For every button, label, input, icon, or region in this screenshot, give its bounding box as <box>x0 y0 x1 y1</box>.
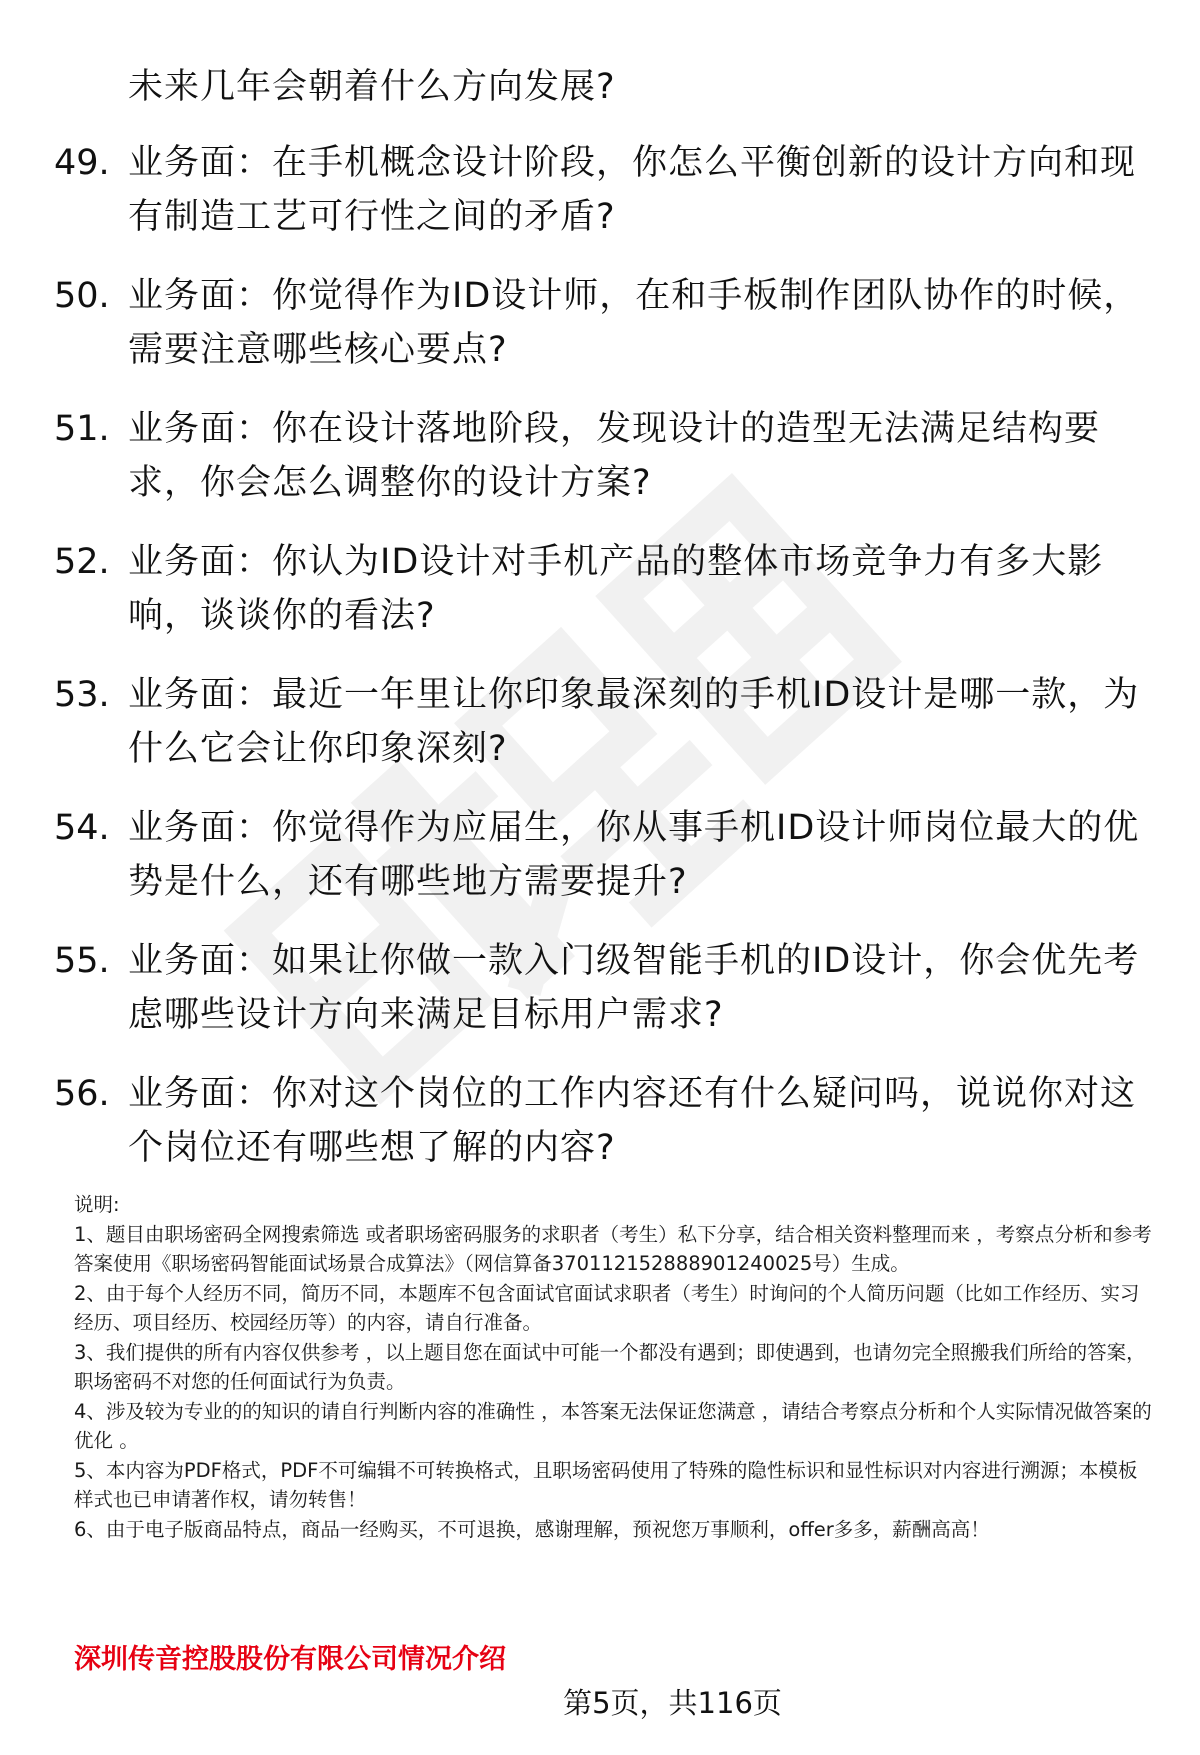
question-text: 业务面：你认为ID设计对手机产品的整体市场竞争力有多大影响，谈谈你的看法? <box>128 542 1104 636</box>
question-item <box>0 801 1200 934</box>
question-text: 业务面：你在设计落地阶段，发现设计的造型无法满足结构要求，你会怎么调整你的设计方案? <box>128 409 1101 503</box>
question-text: 业务面：你觉得作为ID设计师，在和手板制作团队协作的时候，需要注意哪些核心要点? <box>128 276 1140 370</box>
question-number: 55. <box>54 941 110 981</box>
question-number: 54. <box>54 808 110 848</box>
question-item <box>0 668 1200 801</box>
question-item <box>0 1067 1200 1200</box>
note-item: 1、题目由职场密码全网搜索筛选 或者职场密码服务的求职者（考生）私下分享，结合相关资料整理而来 ，考察点分析和参考答案使用《职场密码智能面试场景合成算法》（网信算备370112152888901240025号）生成。 <box>74 1222 1152 1275</box>
question-text: 业务面：最近一年里让你印象最深刻的手机ID设计是哪一款，为什么它会让你印象深刻? <box>128 675 1140 769</box>
question-number: 49. <box>54 143 110 183</box>
note-item: 6、由于电子版商品特点，商品一经购买，不可退换，感谢理解，预祝您万事顺利，offer多多，薪酬高高！ <box>74 1517 990 1541</box>
note-item: 5、本内容为PDF格式，PDF不可编辑不可转换格式，且职场密码使用了特殊的隐性标识和显性标识对内容进行溯源；本模板样式也已申请著作权，请勿转售！ <box>74 1458 1138 1511</box>
question-text: 业务面：你对这个岗位的工作内容还有什么疑问吗，说说你对这个岗位还有哪些想了解的内容? <box>128 1074 1137 1168</box>
question-number: 56. <box>54 1074 110 1114</box>
company-intro-link[interactable]: 深圳传音控股股份有限公司情况介绍 <box>74 1644 506 1675</box>
question-number: 53. <box>54 675 110 715</box>
question-item <box>0 136 1200 269</box>
question-number: 51. <box>54 409 110 449</box>
question-number: 52. <box>54 542 110 582</box>
question-item <box>0 269 1200 402</box>
question-item <box>0 402 1200 535</box>
page-number: 第5页，共116页 <box>563 1686 782 1720</box>
note-item: 2、由于每个人经历不同，简历不同，本题库不包含面试官面试求职者（考生）时询问的个人简历问题（比如工作经历、实习经历、项目经历、校园经历等）的内容，请自行准备。 <box>74 1281 1140 1334</box>
question-item <box>0 535 1200 668</box>
question-item <box>0 934 1200 1067</box>
question-text: 业务面：在手机概念设计阶段，你怎么平衡创新的设计方向和现有制造工艺可行性之间的矛盾? <box>128 143 1137 237</box>
note-item: 4、涉及较为专业的的知识的请自行判断内容的准确性 ，本答案无法保证您满意 ，请结合考察点分析和个人实际情况做答案的优化 。 <box>74 1399 1152 1452</box>
notes-heading: 说明: <box>74 1193 120 1216</box>
question-text: 业务面：如果让你做一款入门级智能手机的ID设计，你会优先考虑哪些设计方向来满足目标用户需求? <box>128 941 1140 1035</box>
continued-question-text: 未来几年会朝着什么方向发展? <box>128 67 616 107</box>
note-item: 3、我们提供的所有内容仅供参考 ，以上题目您在面试中可能一个都没有遇到；即使遇到，也请勿完全照搬我们所给的答案，职场密码不对您的任何面试行为负责。 <box>74 1340 1146 1393</box>
question-text: 业务面：你觉得作为应届生，你从事手机ID设计师岗位最大的优势是什么，还有哪些地方需要提升? <box>128 808 1140 902</box>
notes-section <box>74 1190 1154 1544</box>
question-list <box>0 136 1200 1200</box>
question-number: 50. <box>54 276 110 316</box>
